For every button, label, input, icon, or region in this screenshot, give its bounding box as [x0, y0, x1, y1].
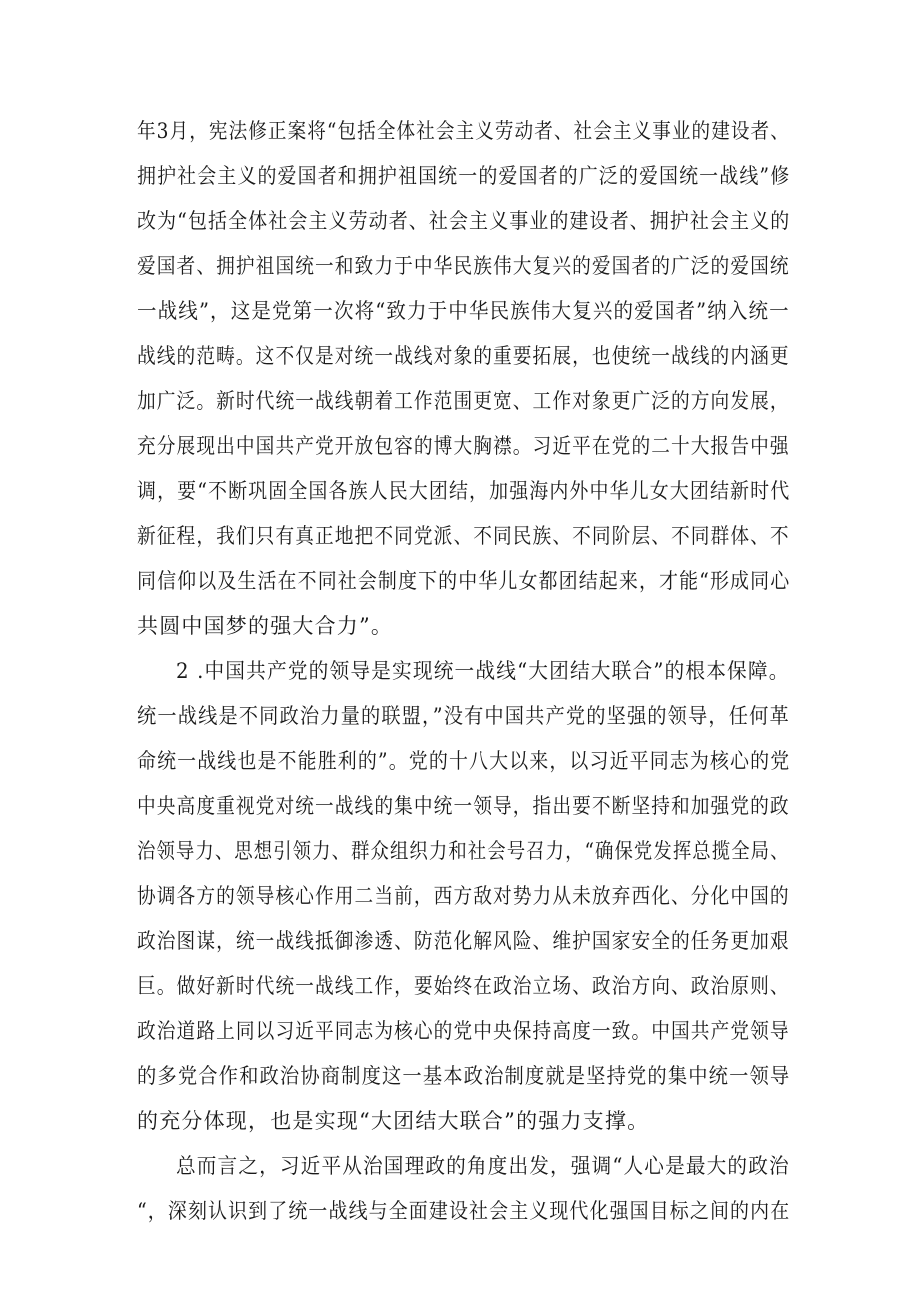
- text-line-15: 命统一战线也是不能胜利的”。党的十八大以来，以习近平同志为核心的党: [137, 749, 791, 773]
- text-line-12: 共圆中国梦的强大合力”。: [137, 614, 394, 638]
- text-line-3: 改为“包括全体社会主义劳动者、社会主义事业的建设者、拥护社会主义的: [137, 209, 791, 233]
- section-heading-2: 2 .中国共产党的领导是实现统一战线“大团结大联合”的根本保障。: [176, 659, 790, 683]
- text-line-9: 调，要“不断巩固全国各族人民大团结，加强海内外中华儿女大团结新时代: [137, 479, 791, 503]
- text-line-6: 战线的范畴。这不仅是对统一战线对象的重要拓展，也使统一战线的内涵更: [137, 344, 790, 368]
- text-line-5: 一战线”，这是党第一次将“致力于中华民族伟大复兴的爱国者”纳入统一: [137, 299, 790, 323]
- text-line-23: 的充分体现，也是实现“大团结大联合”的强力支撑。: [137, 1109, 650, 1133]
- text-line-4: 爱国者、拥护祖国统一和致力于中华民族伟大复兴的爱国者的广泛的爱国统: [137, 254, 790, 278]
- text-line-21: 政治道路上同以习近平同志为核心的党中央保持高度一致。中国共产党领导: [137, 1019, 790, 1043]
- text-line-11: 同信仰以及生活在不同社会制度下的中华儿女都团结起来，才能“形成同心: [137, 569, 791, 593]
- text-line-10: 新征程，我们只有真正地把不同党派、不同民族、不同阶层、不同群体、不: [137, 524, 790, 548]
- text-line-20: 巨。做好新时代统一战线工作，要始终在政治立场、政治方向、政治原则、: [137, 974, 790, 998]
- text-line-22: 的多党合作和政治协商制度这一基本政治制度就是坚持党的集中统一领导: [137, 1064, 791, 1088]
- text-line-7: 加广泛。新时代统一战线朝着工作范围更宽、工作对象更广泛的方向发展，: [137, 389, 790, 413]
- text-line-8: 充分展现出中国共产党开放包容的博大胸襟。习近平在党的二十大报告中强: [137, 434, 790, 458]
- text-line-16: 中央高度重视党对统一战线的集中统一领导，指出要不断坚持和加强党的政: [137, 794, 790, 818]
- text-line-1: 年3月，宪法修正案将“包括全体社会主义劳动者、社会主义事业的建设者、: [137, 119, 790, 143]
- text-line-25: “，深刻认识到了统一战线与全面建设社会主义现代化强国目标之间的内在: [137, 1199, 791, 1223]
- text-line-18: 协调各方的领导核心作用二当前，西方敌对势力从未放弃西化、分化中国的: [137, 884, 790, 908]
- text-line-19: 政治图谋，统一战线抵御渗透、防范化解风险、维护国家安全的任务更加艰: [137, 929, 790, 953]
- text-line-14: 统一战线是不同政治力量的联盟，”没有中国共产党的坚强的领导，任何革: [137, 704, 790, 728]
- text-line-2: 拥护社会主义的爱国者和拥护祖国统一的爱国者的广泛的爱国统一战线”修: [137, 164, 791, 188]
- text-line-24: 总而言之，习近平从治国理政的角度出发，强调“人心是最大的政治: [176, 1154, 790, 1178]
- text-line-17: 治领导力、思想引领力、群众组织力和社会号召力，“确保党发挥总揽全局、: [137, 839, 790, 863]
